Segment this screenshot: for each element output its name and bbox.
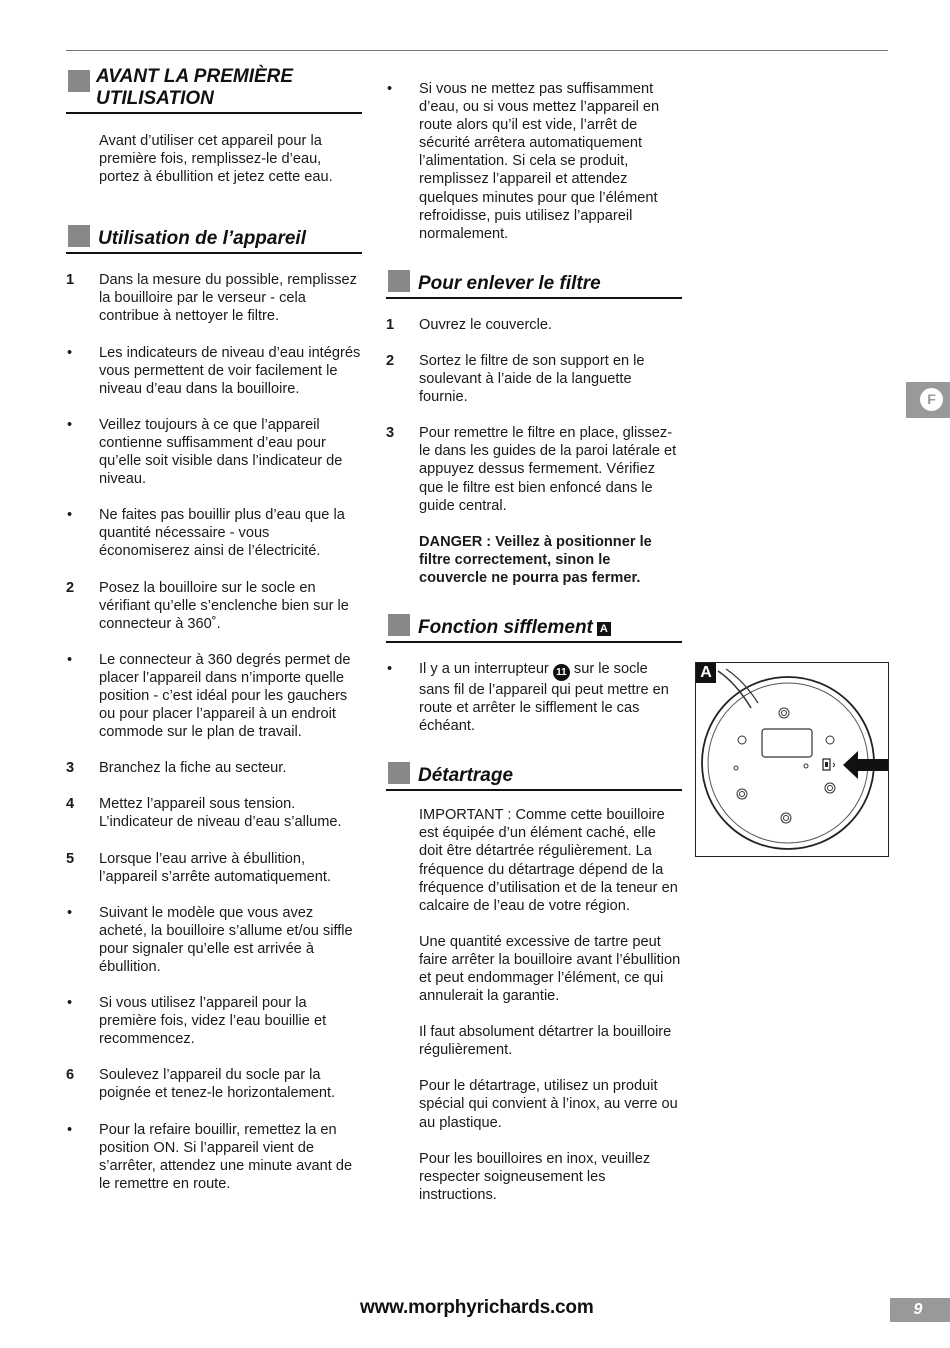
- left-column: [66, 66, 362, 1211]
- item-text: Suivant le modèle que vous avez acheté, la bouilloire s’allume et/ou siffle pour signaler qu’elle est arrivée à ébullition.: [99, 904, 353, 975]
- page-number: 9: [890, 1298, 950, 1322]
- detartrage-paragraph: Une quantité excessive de tartre peut faire arrêter la bouilloire avant l’ébullition et peut endommager l’élément, ce qui annulerait la garantie.: [419, 933, 681, 1005]
- list-item: [66, 651, 362, 741]
- item-marker: •: [67, 904, 73, 921]
- item-text: Branchez la fiche au secteur.: [99, 760, 287, 777]
- item-text-after: sur le socle sans fil de l’appareil qui peut mettre en route et arrêter le sifflement le cas échéant.: [419, 660, 669, 735]
- item-text: Pour remettre le filtre en place, glissez-le dans les guides de la paroi latérale et appuyez dessus fermement. Vérifiez que le filtre est bien enfoncé dans le guide central.: [419, 425, 677, 514]
- item-text: Posez la bouilloire sur le socle en vérifiant qu’elle s’enclenche bien sur le connecteur à 360˚.: [99, 579, 349, 632]
- item-text: Le connecteur à 360 degrés permet de placer l’appareil dans n’importe quelle position - c’est idéal pour les gauchers ou pour placer l’appareil à un endroit commode sur le plan de travail.: [99, 651, 351, 741]
- heading-filtre: [386, 273, 682, 299]
- footer-url: www.morphyrichards.com: [360, 1297, 594, 1318]
- list-item: [66, 416, 362, 488]
- danger-warning: DANGER : Veillez à positionner le filtre correctement, sinon le couvercle ne pourra pas fermer.: [419, 533, 652, 586]
- item-marker: 2: [386, 352, 395, 369]
- heading-filtre-text: Pour enlever le filtre: [418, 272, 601, 294]
- item-text: Pour la refaire bouillir, remettez la en position ON. Si l’appareil vient de s’arrêter, attendez une minute avant de le remettre en route.: [99, 1121, 353, 1192]
- list-item: [66, 271, 362, 325]
- list-item: [66, 994, 362, 1048]
- item-marker: •: [387, 660, 393, 677]
- heading-square-icon: [68, 225, 90, 247]
- kettle-base-illustration-icon: [696, 663, 888, 856]
- item-marker: 1: [386, 316, 395, 333]
- list-item: [66, 344, 362, 398]
- list-item: [66, 904, 362, 976]
- heading-sifflement: [386, 617, 682, 643]
- heading-square-icon: [68, 70, 90, 92]
- item-marker: 4: [66, 796, 75, 813]
- list-item: [66, 1066, 362, 1102]
- list-item: [386, 352, 682, 406]
- list-item: [66, 1121, 362, 1193]
- item-marker: 1: [66, 272, 75, 289]
- top-rule: [66, 50, 888, 51]
- heading-utilisation: [66, 228, 362, 254]
- list-item: [386, 316, 682, 334]
- list-item: [66, 795, 362, 831]
- item-marker: 6: [66, 1067, 75, 1084]
- item-marker: •: [387, 81, 393, 97]
- heading-detartrage-text: Détartrage: [418, 765, 514, 787]
- item-marker: •: [67, 995, 73, 1012]
- item-text: Mettez l’appareil sous tension. L’indicateur de niveau d’eau s’allume.: [99, 796, 342, 831]
- heading-sifflement-text: Fonction sifflement: [418, 616, 593, 638]
- item-text: Lorsque l’eau arrive à ébullition, l’appareil s’arrête automatiquement.: [99, 850, 332, 885]
- item-text: Sortez le filtre de son support en le soulevant à l’aide de la languette fournie.: [419, 352, 645, 406]
- detartrage-paragraph: Pour le détartrage, utilisez un produit spécial qui convient à l’inox, au verre ou au plastique.: [419, 1078, 678, 1131]
- detartrage-paragraph: Il faut absolument détartrer la bouilloire régulièrement.: [419, 1024, 672, 1059]
- item-marker: •: [67, 344, 73, 361]
- list-item: [66, 579, 362, 633]
- list-item: [386, 80, 682, 243]
- item-marker: •: [67, 416, 73, 433]
- heading-square-icon: [388, 270, 410, 292]
- heading-sifflement-line: [386, 617, 682, 641]
- item-text: Dans la mesure du possible, remplissez la bouilloire par le verseur - cela contribue à nettoyer le filtre.: [99, 272, 357, 325]
- item-text: Les indicateurs de niveau d’eau intégrés vous permettent de voir facilement le niveau d’eau dans la bouilloire.: [99, 344, 361, 397]
- item-text-before: Il y a un interrupteur: [419, 660, 553, 677]
- item-marker: 5: [66, 850, 75, 867]
- item-marker: 3: [386, 425, 395, 442]
- language-tab: [906, 382, 950, 418]
- item-marker: •: [67, 651, 73, 668]
- heading-square-icon: [388, 614, 410, 636]
- middle-column: [386, 80, 682, 1222]
- language-tab-label: F: [920, 388, 943, 411]
- item-marker: 3: [66, 760, 75, 777]
- item-marker: 2: [66, 579, 75, 596]
- heading-detartrage: [386, 765, 682, 791]
- list-item: [66, 506, 362, 560]
- detartrage-paragraph: IMPORTANT : Comme cette bouilloire est équipée d’un élément caché, elle doit être détartrée régulièrement. La fréquence du détartrage dépend de la fréquence d’utilisation et de la teneur en calcaire de l’eau de votre région.: [419, 807, 678, 914]
- heading-square-icon: [388, 762, 410, 784]
- item-marker: •: [67, 1121, 73, 1138]
- item-text: Soulevez l’appareil du socle par la poignée et tenez-le horizontalement.: [99, 1067, 336, 1102]
- figure-a: [695, 662, 889, 857]
- avant-text: Avant d’utiliser cet appareil pour la première fois, remplissez-le d’eau, portez à ébullition et jetez cette eau.: [99, 133, 333, 186]
- item-text: Ne faites pas bouillir plus d’eau que la quantité nécessaire - vous économiserez ainsi de l’électricité.: [99, 507, 345, 560]
- figure-ref-badge: A: [597, 622, 611, 636]
- detartrage-paragraph: Pour les bouilloires en inox, veuillez respecter soigneusement les instructions.: [419, 1150, 651, 1203]
- figure-label: A: [696, 663, 716, 683]
- item-text: Ouvrez le couvercle.: [419, 316, 553, 333]
- utilisation-list: [66, 271, 362, 1193]
- list-item: [66, 759, 362, 777]
- item-text: Si vous ne mettez pas suffisamment d’eau, ou si vous mettez l’appareil en route alors qu’il est vide, l’arrêt de sécurité arrêtera automatiquement l’alimentation. Si cela se produit, remplissez l’appareil et attendez quelques minutes pour que l’élément refroidisse, puis utilisez l’appareil normalement.: [419, 81, 660, 242]
- part-number-badge: 11: [553, 664, 570, 681]
- list-item: [386, 660, 682, 735]
- heading-utilisation-text: Utilisation de l’appareil: [98, 228, 306, 250]
- heading-avant-text: AVANT LA PREMIÈRE UTILISATION: [96, 66, 294, 109]
- list-item: [66, 850, 362, 886]
- item-text: Veillez toujours à ce que l’appareil contienne suffisamment d’eau pour qu’elle soit visible dans l’indicateur de niveau.: [99, 416, 343, 488]
- item-text: Si vous utilisez l’appareil pour la première fois, videz l’eau bouillie et recommencez.: [99, 995, 327, 1048]
- heading-avant: [66, 66, 362, 114]
- list-item: [386, 424, 682, 514]
- item-marker: •: [67, 507, 73, 524]
